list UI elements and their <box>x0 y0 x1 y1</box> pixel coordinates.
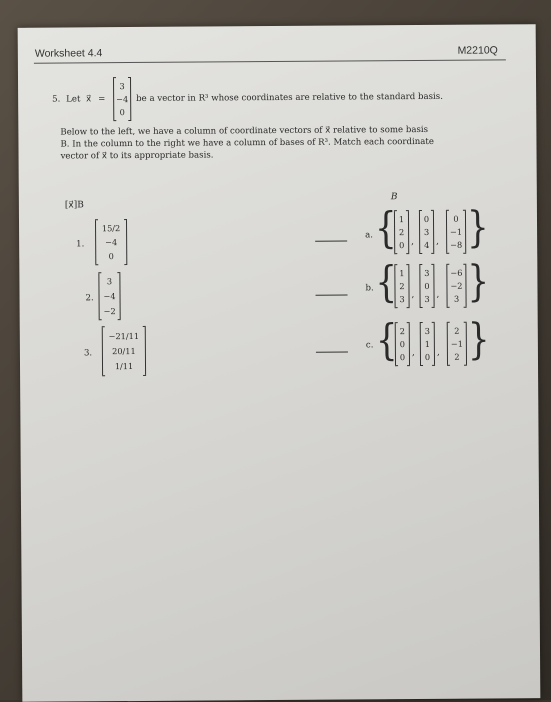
basis-a-right-brace: } <box>466 202 489 253</box>
header-rule <box>34 59 506 63</box>
basis-a-v3-e1: 0 <box>453 213 459 224</box>
basis-a-v1-e2: 2 <box>398 227 405 238</box>
basis-c-v3-e2: −1 <box>450 338 463 349</box>
coord-1-entry-1: 15/2 <box>101 223 121 234</box>
basis-c-v3-e1: 2 <box>454 325 460 336</box>
basis-c-v1-e1: 2 <box>399 325 405 336</box>
coordinate-vector-1 <box>95 220 127 264</box>
problem-paragraph-line-1: Below to the left, we have a column of coordinate vectors of x⃗ relative to some basis <box>60 124 429 138</box>
coord-1-entry-3: 0 <box>108 251 114 262</box>
left-item-label-3: 3. <box>83 348 93 359</box>
basis-b-v3-e3: 3 <box>453 294 460 305</box>
basis-label-c: c. <box>365 340 374 351</box>
coordinate-vector-3 <box>102 327 146 375</box>
basis-label-a: a. <box>365 230 374 241</box>
problem-paragraph-line-3: vector of x⃗ to its appropriate basis. <box>60 150 214 162</box>
basis-c-v3-e3: 2 <box>454 352 460 363</box>
worksheet-page <box>18 24 541 702</box>
basis-b-comma-1: , <box>411 290 415 301</box>
x-entry-1: 3 <box>119 80 125 91</box>
basis-c-v2-e1: 3 <box>424 325 430 336</box>
problem-x-symbol: x⃗ <box>86 94 92 105</box>
basis-a-vector-1 <box>394 211 409 253</box>
basis-a-comma-2: , <box>436 236 440 247</box>
basis-label-b: b. <box>365 283 374 294</box>
problem-description: be a vector in R³ whose coordinates are relative to the standard basis. <box>136 91 443 104</box>
basis-b-left-brace: { <box>375 257 398 308</box>
basis-a-v1-e3: 0 <box>399 240 405 251</box>
course-code: M2210Q <box>457 44 498 57</box>
basis-c-v1-e3: 0 <box>399 352 406 363</box>
basis-c-left-brace: { <box>375 315 398 366</box>
x-entry-3: 0 <box>119 107 125 118</box>
basis-c-v1-e2: 0 <box>399 339 406 350</box>
basis-a-v2-e1: 0 <box>423 213 430 224</box>
basis-b-v2-e2: 0 <box>424 280 430 291</box>
x-vector-matrix <box>113 78 131 120</box>
basis-c-right-brace: } <box>467 314 490 365</box>
coord-2-entry-1: 3 <box>106 276 113 287</box>
x-entry-2: −4 <box>116 94 129 105</box>
basis-b-v2-e1: 3 <box>424 267 430 278</box>
basis-b-v1-e3: 3 <box>399 294 405 305</box>
answer-blank-c[interactable] <box>316 352 348 353</box>
basis-c-vector-2 <box>420 323 435 365</box>
basis-c-vector-3 <box>447 323 467 365</box>
basis-b-v1-e2: 2 <box>399 281 405 292</box>
coord-2-entry-3: −2 <box>103 305 116 316</box>
coord-3-entry-1: −21/11 <box>108 330 140 341</box>
answer-blank-a[interactable] <box>315 241 347 242</box>
answer-blank-b[interactable] <box>316 295 348 296</box>
basis-a-v3-e2: −1 <box>450 226 463 237</box>
basis-a-v2-e2: 3 <box>423 226 430 237</box>
basis-a-vector-3 <box>446 211 466 253</box>
basis-c-v2-e2: 1 <box>424 338 431 349</box>
basis-c-comma-1: , <box>411 348 415 359</box>
coordinate-vector-2 <box>98 273 120 319</box>
basis-a-vector-2 <box>419 211 434 253</box>
problem-let: Let <box>66 94 81 105</box>
basis-b-vector-1 <box>394 265 409 307</box>
problem-number: 5. <box>52 94 61 105</box>
basis-a-v1-e1: 1 <box>398 213 405 224</box>
right-column-header: B <box>390 192 398 203</box>
problem-equals: = <box>98 94 106 105</box>
basis-c-v2-e3: 0 <box>424 352 431 363</box>
problem-paragraph-line-2: B. In the column to the right we have a column of bases of R³. Match each coordinate <box>60 136 434 150</box>
left-item-label-1: 1. <box>76 239 85 250</box>
basis-b-right-brace: } <box>467 256 490 307</box>
basis-b-v1-e1: 1 <box>399 267 405 278</box>
basis-c-vector-1 <box>395 323 410 365</box>
worksheet-title: Worksheet 4.4 <box>34 47 103 60</box>
basis-a-left-brace: { <box>374 203 397 254</box>
basis-a-v3-e3: −8 <box>450 240 463 251</box>
basis-c-comma-2: , <box>436 347 440 358</box>
left-item-label-2: 2. <box>85 293 94 304</box>
coord-3-entry-3: 1/11 <box>114 361 134 372</box>
basis-b-v3-e2: −2 <box>450 280 463 291</box>
basis-b-v3-e1: −6 <box>450 267 463 278</box>
coord-2-entry-2: −4 <box>103 291 116 302</box>
basis-b-vector-2 <box>419 265 434 307</box>
basis-b-v2-e3: 3 <box>424 294 430 305</box>
coord-1-entry-2: −4 <box>105 237 118 248</box>
coord-3-entry-2: 20/11 <box>112 345 136 357</box>
basis-b-comma-2: , <box>436 289 440 300</box>
left-column-header: [x⃗]B <box>64 200 84 211</box>
basis-a-v2-e3: 4 <box>424 240 430 251</box>
basis-a-comma-1: , <box>411 237 415 248</box>
basis-b-vector-3 <box>446 265 466 307</box>
